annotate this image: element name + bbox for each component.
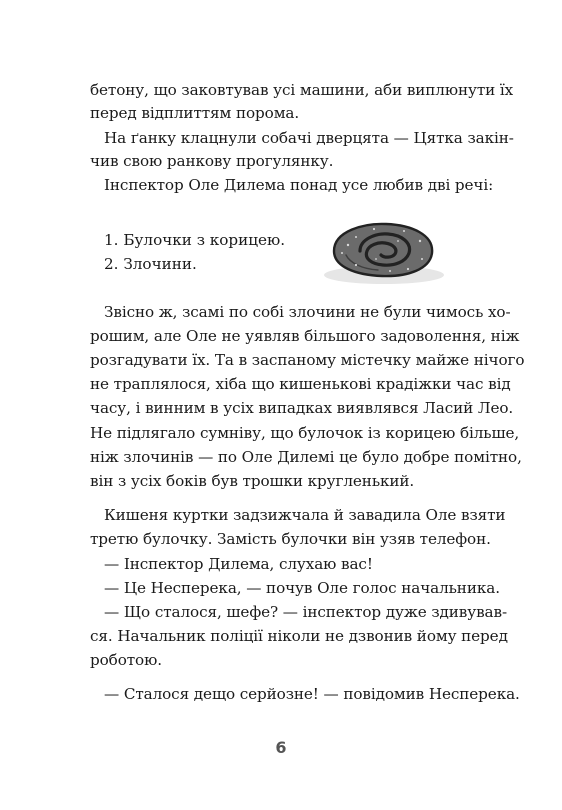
text-line: рошим, але Оле не уявляв більшого задоволення, ніж (90, 327, 520, 345)
text-line: чив свою ранкову прогулянку. (90, 152, 334, 170)
text-line: часу, і винним в усіх випадках виявлявся Ласий Лео. (90, 399, 514, 417)
text-line: ніж злочинів — по Оле Дилемі це було добре помітно, (90, 448, 522, 466)
dialogue-line: — Інспектор Дилема, слухаю вас! (104, 555, 373, 573)
text-line: перед відплиттям порома. (90, 104, 300, 122)
text-line: Інспектор Оле Дилема понад усе любив дві речі: (104, 176, 494, 194)
dialogue-line: — Це Несперека, — почув Оле голос начальника. (104, 579, 500, 597)
text-line: Не підлягало сумніву, що булочок із корицею більше, (90, 424, 520, 442)
text-line: не траплялося, хіба що кишенькові крадіжки час від (90, 375, 511, 393)
text-line: третю булочку. Замість булочки він узяв телефон. (90, 530, 491, 548)
text-line: він з усіх боків був трошки кругленький. (90, 472, 415, 490)
text-line: Звісно ж, зсамі по собі злочини не були чимось хо- (104, 303, 511, 321)
list-item: 1. Булочки з корицею. (104, 231, 286, 249)
list-item: 2. Злочини. (104, 255, 197, 273)
text-line: бетону, що заковтував усі машини, аби виплюнути їх (90, 81, 514, 99)
page-number: 6 (275, 738, 287, 757)
text-line: розгадувати їх. Та в заспаному містечку майже нічого (90, 351, 525, 369)
cinnamon-bun-illustration (316, 215, 444, 287)
text-line: ся. Начальник поліції ніколи не дзвонив йому перед (90, 627, 508, 645)
text-line: роботою. (90, 651, 162, 669)
text-line: На ґанку клацнули собачі дверцята — Цятка закін- (104, 129, 514, 147)
dialogue-line: — Що сталося, шефе? — інспектор дуже здивував- (104, 603, 507, 621)
text-line: Кишеня куртки задзижчала й завадила Оле взяти (104, 506, 506, 524)
dialogue-line: — Сталося дещо серйозне! — повідомив Несперека. (104, 685, 520, 703)
